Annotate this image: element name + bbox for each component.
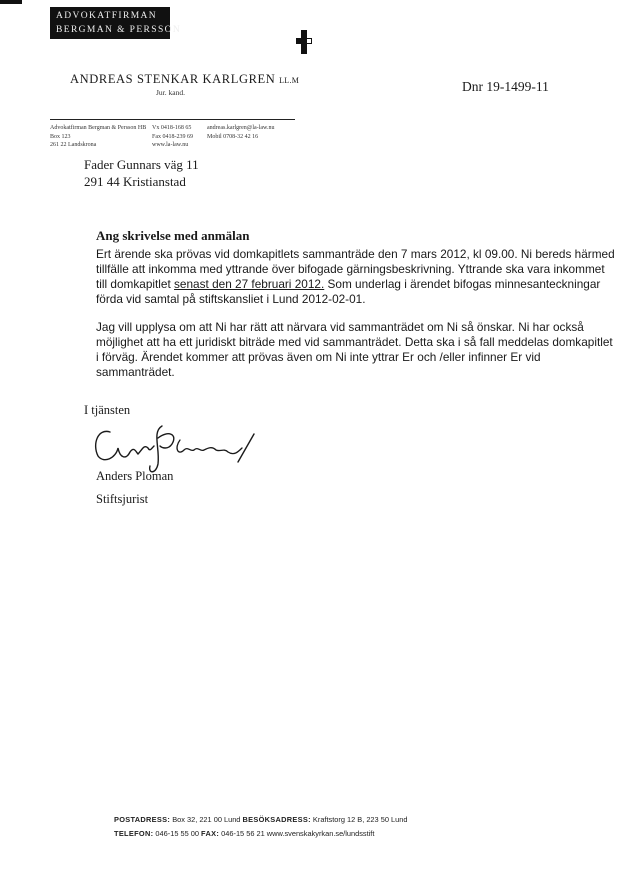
recipient-city: 291 44 Kristianstad (84, 174, 186, 189)
footer-fax-label: FAX: (201, 829, 220, 838)
paragraph-line: förda vid samtal på stiftskansliet i Lund 2012-02-01. (96, 292, 366, 306)
recipient-address (84, 156, 199, 190)
paragraph-line: Jag vill upplysa om att Ni har rätt att närvara vid sammanträdet om Ni så önskar. Ni har också (96, 320, 584, 334)
logo-line-1: ADVOKATFIRMAN (56, 11, 158, 21)
letterhead-name (70, 72, 299, 87)
paragraph-hearing (96, 247, 615, 307)
contact-box: Box 123 (50, 133, 71, 140)
contact-mobile: Mobil 0708-32 42 16 (207, 133, 259, 140)
letter-footer (114, 813, 407, 841)
footer-phone-label: TELEFON: (114, 829, 154, 838)
contact-email: andreas.karlgren@la-law.nu (207, 125, 275, 131)
contact-firm: Advokatfirman Bergman & Persson HB (50, 125, 147, 131)
recipient-street: Fader Gunnars väg 11 (84, 157, 199, 172)
letterhead-degree: LL.M (279, 76, 300, 85)
paragraph-line: i förväg. Ärendet kommer att prövas även om Ni inte yttrar Er och /eller infinner Er vid (96, 350, 541, 364)
paragraph-line: Ert ärende ska prövas vid domkapitlets sammanträde den 7 mars 2012, kl 09.00. Ni bereds härmed (96, 247, 615, 261)
paragraph-line (96, 277, 601, 292)
signer-block (96, 465, 173, 511)
church-cross-icon (294, 30, 314, 54)
footer-postal-label: POSTADRESS: (114, 815, 171, 824)
footer-fax: 046-15 56 21 (221, 829, 265, 838)
closing-phrase: I tjänsten (84, 403, 131, 417)
scan-corner-mark (0, 0, 22, 4)
paragraph-line-start: till domkapitlet (96, 277, 175, 291)
letterhead-name-text: ANDREAS STENKAR KARLGREN (70, 72, 276, 86)
footer-visit: Kraftstorg 12 B, 223 50 Lund (312, 815, 408, 824)
signer-title: Stiftsjurist (96, 492, 149, 506)
footer-visit-label: BESÖKSADRESS: (242, 815, 311, 824)
contact-phone: Vx 0418-168 65 (152, 125, 192, 131)
footer-website: www.svenskakyrkan.se/lundsstift (266, 829, 375, 838)
letterhead-title: Jur. kand. (156, 88, 185, 97)
contact-column-email (207, 124, 274, 141)
contact-column-address (50, 124, 146, 150)
logo-line-2: BERGMAN & PERSSON (56, 25, 182, 35)
reference-number: Dnr 19-1499-11 (462, 79, 549, 94)
paragraph-line: möjlighet att ha ett juridiskt biträde med vid sammanträdet. Detta ska i så fall meddelas domkapitlet (96, 335, 613, 349)
contact-web: www.la-law.nu (152, 142, 189, 149)
footer-postal: Box 32, 221 00 Lund (172, 815, 241, 824)
signer-name: Anders Ploman (96, 469, 174, 483)
contact-column-phone (152, 124, 193, 150)
paragraph-line: sammanträdet. (96, 365, 175, 379)
footer-line-1 (114, 813, 407, 827)
firm-logo (50, 7, 182, 39)
footer-phone: 046-15 55 00 (155, 829, 199, 838)
letterhead-divider (50, 119, 295, 120)
paragraph-line: tillfälle att inkomma med yttrande över bifogade gärningsbeskrivning. Yttrande ska vara inkommet (96, 262, 605, 276)
letter-subject: Ang skrivelse med anmälan (96, 228, 250, 243)
paragraph-line-end: Som underlag i ärendet bifogas minnesanteckningar (324, 277, 601, 291)
footer-line-2 (114, 827, 407, 841)
paragraph-rights (96, 320, 613, 380)
deadline-text: senast den 27 februari 2012. (174, 277, 325, 291)
contact-fax: Fax 0418-239 69 (152, 133, 193, 140)
contact-city: 261 22 Landskrona (50, 142, 97, 149)
